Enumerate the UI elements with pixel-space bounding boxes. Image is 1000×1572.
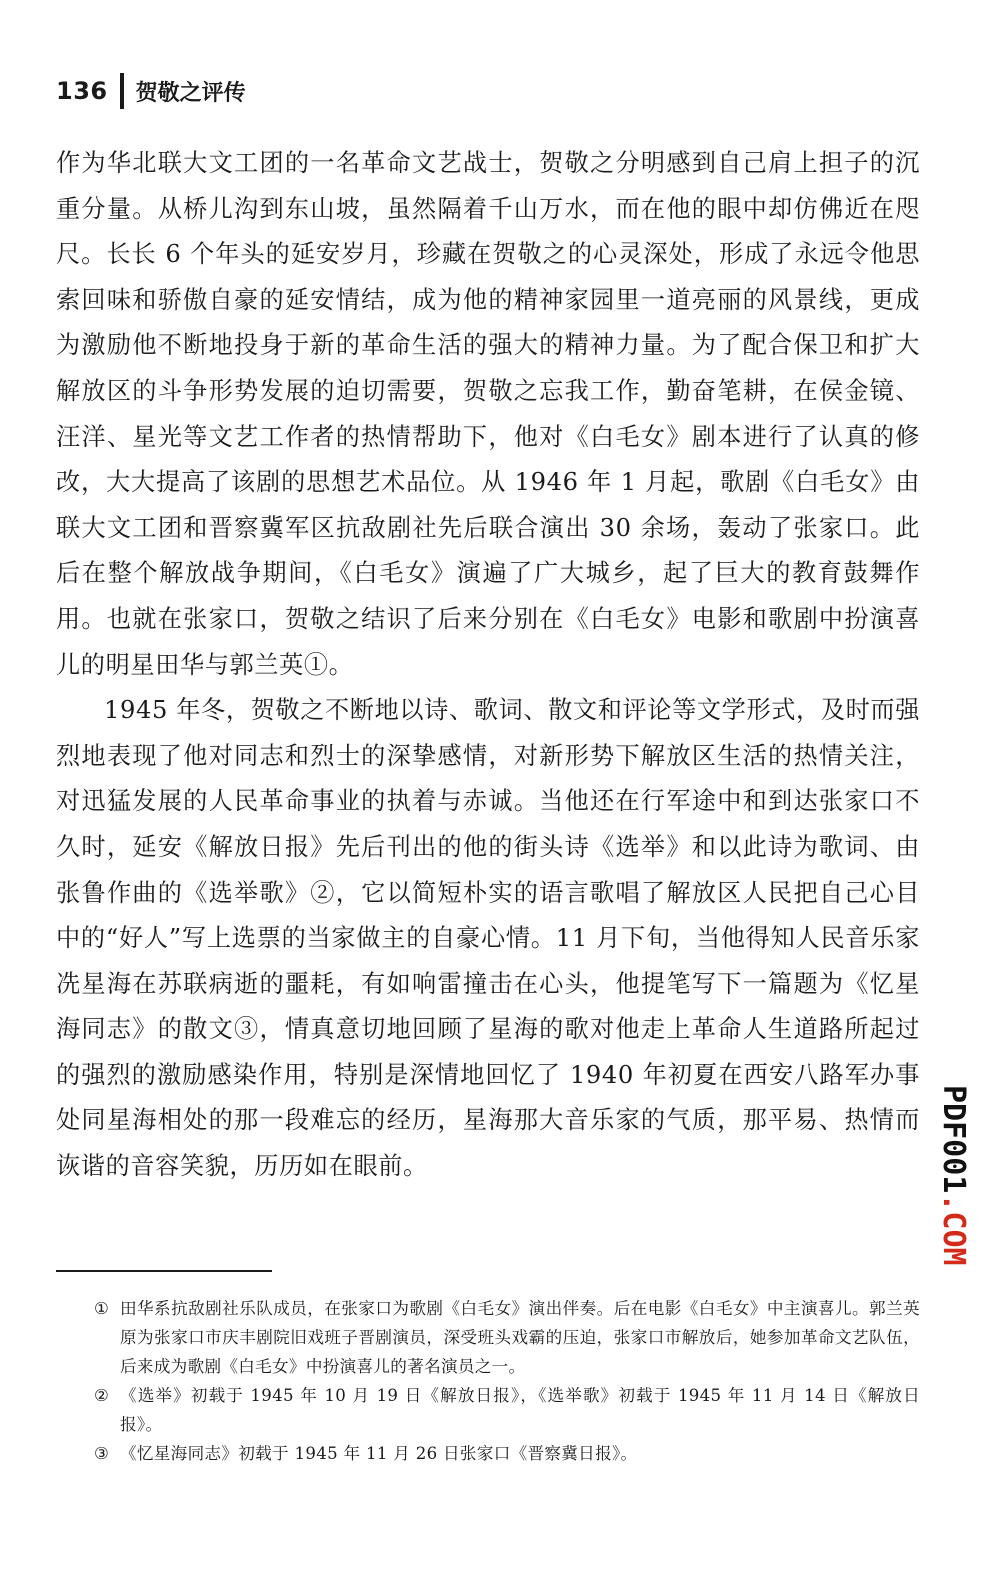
page-number: 136: [56, 77, 108, 105]
main-text: [56, 141, 920, 1190]
footnote-text: 田华系抗敌剧社乐队成员，在张家口为歌剧《白毛女》演出伴奏。后在电影《白毛女》中主演喜儿。郭兰英原为张家口市庆丰剧院旧戏班子晋剧演员，深受班头戏霸的压迫，张家口市解放后，她参加革命文艺队伍，后来成为歌剧《白毛女》中扮演喜儿的著名演员之一。: [120, 1299, 920, 1376]
footnote-mark: ②: [94, 1386, 110, 1405]
book-title: 贺敬之评传: [135, 80, 246, 106]
watermark-part-2: .COM: [936, 1193, 972, 1266]
paragraph-1: 作为华北联大文工团的一名革命文艺战士，贺敬之分明感到自己肩上担子的沉重分量。从桥儿沟到东山坡，虽然隔着千山万水，而在他的眼中却仿佛近在咫尺。长长 6 个年头的延安岁月，珍藏在贺敬之的心灵深处，形成了永远令他思索回味和骄傲自豪的延安情结，成为他的精神家园里一道亮丽的风景线，更成为激励他不断地投身于新的革命生活的强大的精神力量。为了配合保卫和扩大解放区的斗争形势发展的迫切需要，贺敬之忘我工作，勤奋笔耕，在侯金镜、汪洋、星光等文艺工作者的热情帮助下，他对《白毛女》剧本进行了认真的修改，大大提高了该剧的思想艺术品位。从 1946 年 1 月起，歌剧《白毛女》由联大文工团和晋察冀军区抗敌剧社先后联合演出 30 余场，轰动了张家口。此后在整个解放战争期间，《白毛女》演遍了广大城乡，起了巨大的教育鼓舞作用。也就在张家口，贺敬之结识了后来分别在《白毛女》电影和歌剧中扮演喜儿的明星田华与郭兰英①。: [56, 149, 920, 679]
running-header: [56, 70, 246, 112]
footnote-separator: [56, 1270, 272, 1272]
footnote-text: 《选举》初载于 1945 年 10 月 19 日《解放日报》，《选举歌》初载于 1945 年 11 月 14 日《解放日报》。: [120, 1386, 920, 1434]
paragraph-2: 1945 年冬，贺敬之不断地以诗、歌词、散文和评论等文学形式，及时而强烈地表现了他对同志和烈士的深挚感情，对新形势下解放区生活的热情关注，对迅猛发展的人民革命事业的执着与赤诚。当他还在行军途中和到达张家口不久时，延安《解放日报》先后刊出的他的街头诗《选举》和以此诗为歌词、由张鲁作曲的《选举歌》②，它以简短朴实的语言歌唱了解放区人民把自己心目中的“好人”写上选票的当家做主的自豪心情。11 月下旬，当他得知人民音乐家冼星海在苏联病逝的噩耗，有如响雷撞击在心头，他提笔写下一篇题为《忆星海同志》的散文③，情真意切地回顾了星海的歌对他走上革命人生道路所起过的强烈的激励感染作用，特别是深情地回忆了 1940 年初夏在西安八路军办事处同星海相处的那一段难忘的经历，星海那大音乐家的气质，那平易、热情而诙谐的音容笑貌，历历如在眼前。: [56, 696, 920, 1181]
watermark-logo: [936, 1085, 990, 1275]
footnote-3: [56, 1439, 920, 1468]
header-divider: [120, 73, 124, 109]
footnotes: [56, 1294, 920, 1468]
footnote-text: 《忆星海同志》初载于 1945 年 11 月 26 日张家口《晋察冀日报》。: [120, 1444, 638, 1463]
footnote-2: [56, 1381, 920, 1439]
svg-text:PDF001.COM: [936, 1085, 971, 1266]
footnote-mark: ③: [94, 1444, 110, 1463]
footnote-mark: ①: [94, 1299, 110, 1318]
footnote-1: [56, 1294, 920, 1381]
watermark-part-1: PDF001: [936, 1085, 972, 1194]
watermark: [936, 1085, 990, 1275]
